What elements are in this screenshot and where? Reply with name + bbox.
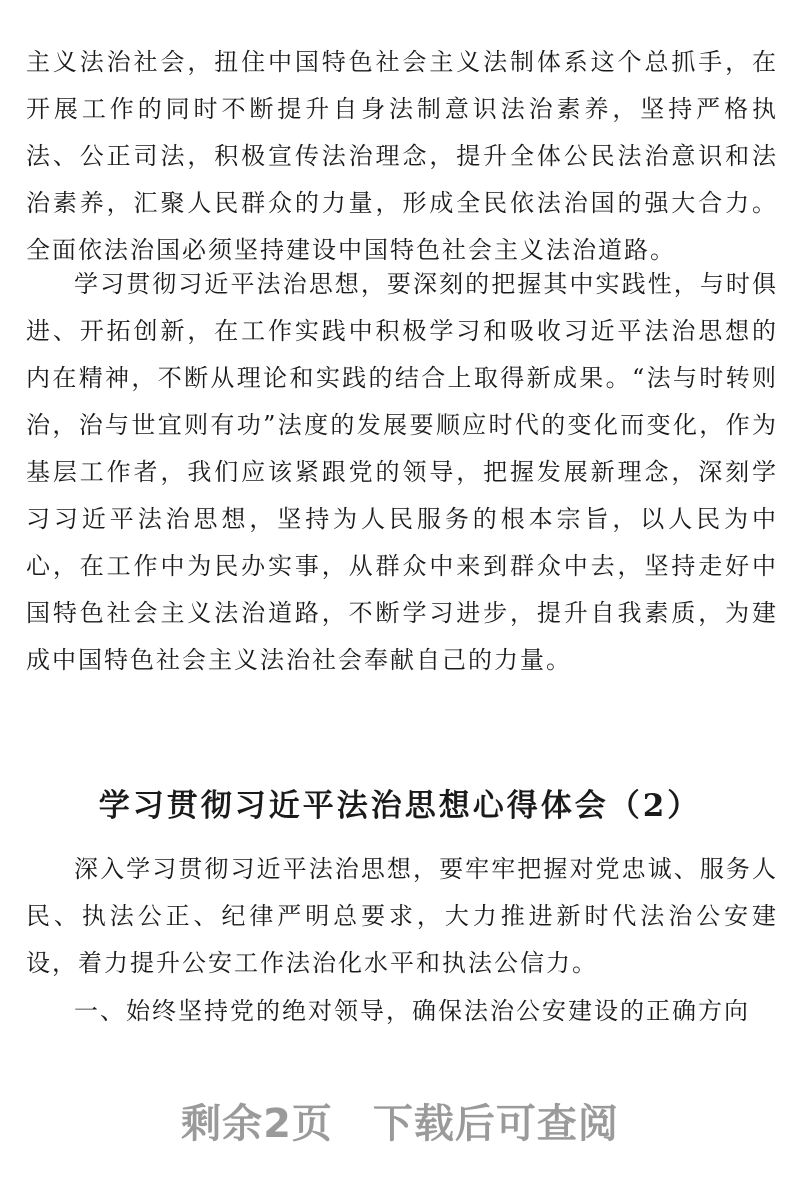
paragraph-section-intro: 深入学习贯彻习近平法治思想，要牢牢把握对党忠诚、服务人民、执法公正、纪律严明总要求，大力推进新时代法治公安建设，着力提升公安工作法治化水平和执法公信力。: [26, 855, 778, 977]
section-title: 学习贯彻习近平法治思想心得体会（2）: [98, 787, 702, 824]
paragraph-study-practice: 学习贯彻习近平法治思想，要深刻的把握其中实践性，与时俱进、开拓创新，在工作实践中积极学习和吸收习近平法治思想的内在精神，不断从理论和实践的结合上取得新成果。“法与时转则治，治与世宜则有功”法度的发展要顺应时代的变化而变化，作为基层工作者，我们应该紧跟党的领导，把握发展新理念，深刻学习习近平法治思想，坚持为人民服务的根本宗旨，以人民为中心，在工作中为民办实事，从群众中来到群众中去，坚持走好中国特色社会主义法治道路，不断学习进步，提升自我素质，为建成中国特色社会主义法治社会奉献自己的力量。: [26, 270, 778, 674]
paragraph-point-one: 一、始终坚持党的绝对领导，确保法治公安建设的正确方向: [74, 997, 750, 1025]
paragraph-continuation: 主义法治社会，扭住中国特色社会主义法制体系这个总抓手，在开展工作的同时不断提升自身法制意识法治素养，坚持严格执法、公正司法，积极宣传法治理念，提升全体公民法治意识和法治素养，汇聚人民群众的力量，形成全民依法治国的强大合力。全面依法治国必须坚持建设中国特色社会主义法治道路。: [26, 48, 778, 264]
download-hint-label: 下载后可查阅: [372, 1101, 619, 1147]
remaining-pages-label: 剩余2页: [181, 1101, 333, 1147]
download-prompt[interactable]: [0, 1092, 800, 1149]
